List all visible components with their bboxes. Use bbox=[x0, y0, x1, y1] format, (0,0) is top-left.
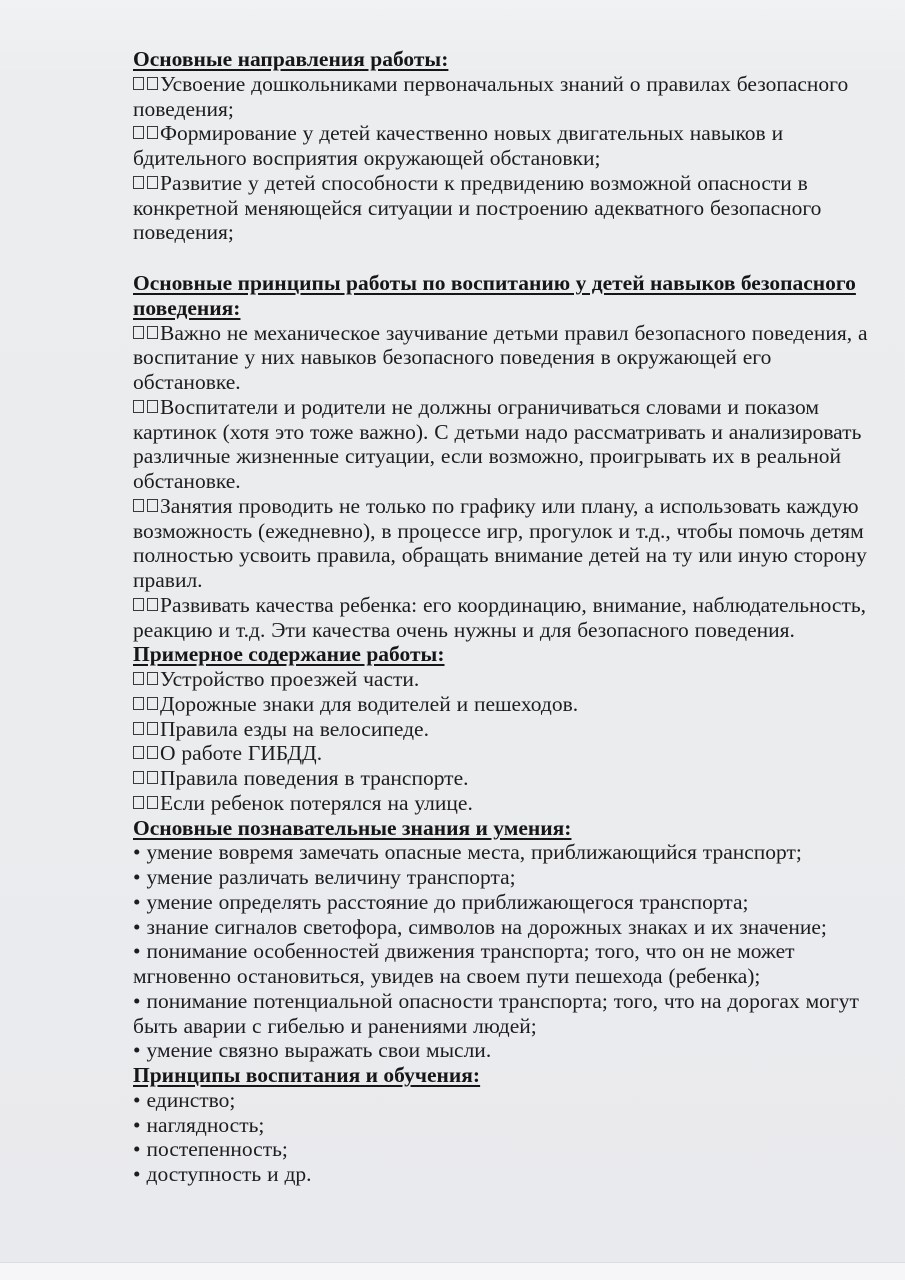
square-bullet-icon bbox=[133, 796, 144, 809]
document-section bbox=[133, 1063, 875, 1187]
list-item bbox=[133, 840, 875, 865]
list-item-text: умение определять расстояние до приближающегося транспорта; bbox=[146, 889, 749, 914]
square-bullet-icon bbox=[147, 77, 158, 90]
square-bullet-icon bbox=[133, 77, 144, 90]
list-item-text: умение связно выражать свои мысли. bbox=[146, 1038, 492, 1063]
square-bullet-icon bbox=[147, 746, 158, 759]
square-bullet-icon bbox=[133, 126, 144, 139]
list-item-text: Занятия проводить не только по графику или плану, а использовать каждую возможность (ежедневно), в процессе игр, прогулок и т.д., чтобы помочь детям полностью усвоить правила, обращать внимание детей на ту или иную сторону правил. bbox=[133, 493, 867, 592]
dot-bullet-icon: • bbox=[133, 1038, 141, 1063]
list-item-text: Усвоение дошкольниками первоначальных знаний о правилах безопасного поведения; bbox=[133, 71, 849, 121]
list-item-text: понимание особенностей движения транспорта; того, что он не может мгновенно остановиться, увидев на своем пути пешехода (ребенка); bbox=[133, 939, 795, 988]
list-item-text: Развитие у детей способности к предвидению возможной опасности в конкретной меняющейся ситуации и построению адекватного безопасного поведения; bbox=[133, 170, 822, 245]
scan-edge-band bbox=[0, 1262, 905, 1280]
square-bullet-icon bbox=[147, 126, 158, 139]
list-item bbox=[133, 717, 875, 742]
square-bullet-icon bbox=[147, 697, 158, 710]
list-item bbox=[133, 939, 875, 989]
square-bullet-icon bbox=[133, 746, 144, 759]
list-item-text: Если ребенок потерялся на улице. bbox=[160, 790, 473, 815]
list-item bbox=[133, 667, 875, 692]
dot-bullet-icon: • bbox=[133, 865, 141, 889]
square-bullet-icon bbox=[133, 672, 144, 685]
document-section bbox=[133, 47, 875, 245]
dot-bullet-icon: • bbox=[133, 889, 141, 914]
list-item bbox=[133, 865, 875, 890]
list-item bbox=[133, 791, 875, 816]
list-item bbox=[133, 1088, 875, 1113]
square-bullet-icon bbox=[147, 796, 158, 809]
list-item-text: Устройство проезжей части. bbox=[160, 667, 420, 691]
list-item-text: Воспитатели и родители не должны ограничиваться словами и показом картинок (хотя это тоже важно). С детьми надо рассматривать и анализировать различные жизненные ситуации, если возможно, проигрывать их в реальной обстановке. bbox=[133, 394, 862, 493]
square-bullet-icon bbox=[133, 176, 144, 189]
square-bullet-icon bbox=[133, 326, 144, 339]
list-item bbox=[133, 72, 875, 122]
dot-bullet-icon: • bbox=[133, 1137, 141, 1162]
list-item-text: Формирование у детей качественно новых двигательных навыков и бдительного восприятия окружающей обстановки; bbox=[133, 121, 784, 170]
list-item-text: понимание потенциальной опасности транспорта; того, что на дорогах могут быть аварии с гибелью и ранениями людей; bbox=[133, 988, 859, 1038]
list-item-text: наглядность; bbox=[146, 1112, 265, 1137]
square-bullet-icon bbox=[147, 722, 158, 735]
list-item bbox=[133, 1038, 875, 1063]
square-bullet-icon bbox=[133, 697, 144, 710]
list-item-text: Правила поведения в транспорте. bbox=[160, 766, 469, 790]
list-item-text: доступность и др. bbox=[146, 1162, 312, 1186]
dot-bullet-icon: • bbox=[133, 914, 141, 939]
list-item bbox=[133, 915, 875, 940]
list-item-text: умение вовремя замечать опасные места, приближающийся транспорт; bbox=[146, 840, 802, 865]
list-item bbox=[133, 1137, 875, 1162]
list-item bbox=[133, 593, 875, 643]
document-section bbox=[133, 642, 875, 815]
section-heading: Примерное содержание работы: bbox=[133, 642, 445, 667]
list-item bbox=[133, 494, 875, 593]
square-bullet-icon bbox=[147, 672, 158, 685]
list-item bbox=[133, 395, 875, 494]
list-item bbox=[133, 989, 875, 1039]
dot-bullet-icon: • bbox=[133, 988, 141, 1013]
square-bullet-icon bbox=[147, 400, 158, 413]
square-bullet-icon bbox=[147, 598, 158, 611]
list-item bbox=[133, 1162, 875, 1187]
list-item bbox=[133, 171, 875, 245]
square-bullet-icon bbox=[147, 326, 158, 339]
section-heading: Основные направления работы: bbox=[133, 47, 449, 71]
list-item-text: Развивать качества ребенка: его координацию, внимание, наблюдательность, реакцию и т.д. Эти качества очень нужны и для безопасного поведения. bbox=[133, 592, 867, 642]
list-item-text: постепенность; bbox=[146, 1137, 288, 1162]
list-item-text: О работе ГИБДД. bbox=[160, 741, 323, 766]
dot-bullet-icon: • bbox=[133, 1162, 141, 1186]
section-heading: Принципы воспитания и обучения: bbox=[133, 1063, 481, 1087]
scanned-document-page bbox=[133, 47, 875, 1187]
list-item-text: умение различать величину транспорта; bbox=[146, 865, 516, 889]
list-item-text: знание сигналов светофора, символов на дорожных знаках и их значение; bbox=[146, 914, 827, 939]
document-section bbox=[133, 816, 875, 1064]
section-heading: Основные принципы работы по воспитанию у детей навыков безопасного поведения: bbox=[133, 271, 856, 320]
dot-bullet-icon: • bbox=[133, 840, 141, 865]
section-heading: Основные познавательные знания и умения: bbox=[133, 815, 572, 840]
dot-bullet-icon: • bbox=[133, 1087, 141, 1112]
square-bullet-icon bbox=[133, 499, 144, 512]
list-item bbox=[133, 1113, 875, 1138]
list-item bbox=[133, 121, 875, 171]
square-bullet-icon bbox=[133, 598, 144, 611]
list-item-text: Правила езды на велосипеде. bbox=[160, 716, 429, 741]
list-item bbox=[133, 890, 875, 915]
dot-bullet-icon: • bbox=[133, 939, 141, 964]
list-item-text: Дорожные знаки для водителей и пешеходов. bbox=[160, 691, 579, 716]
list-item bbox=[133, 766, 875, 791]
list-item bbox=[133, 741, 875, 766]
dot-bullet-icon: • bbox=[133, 1112, 141, 1137]
list-item bbox=[133, 692, 875, 717]
list-item bbox=[133, 321, 875, 395]
square-bullet-icon bbox=[133, 722, 144, 735]
square-bullet-icon bbox=[133, 771, 144, 784]
square-bullet-icon bbox=[147, 771, 158, 784]
square-bullet-icon bbox=[133, 400, 144, 413]
square-bullet-icon bbox=[147, 499, 158, 512]
list-item-text: единство; bbox=[146, 1087, 236, 1112]
document-section bbox=[133, 271, 875, 642]
square-bullet-icon bbox=[147, 176, 158, 189]
list-item-text: Важно не механическое заучивание детьми правил безопасного поведения, а воспитание у них навыков безопасного поведения в окружающей его обстановке. bbox=[133, 320, 868, 394]
